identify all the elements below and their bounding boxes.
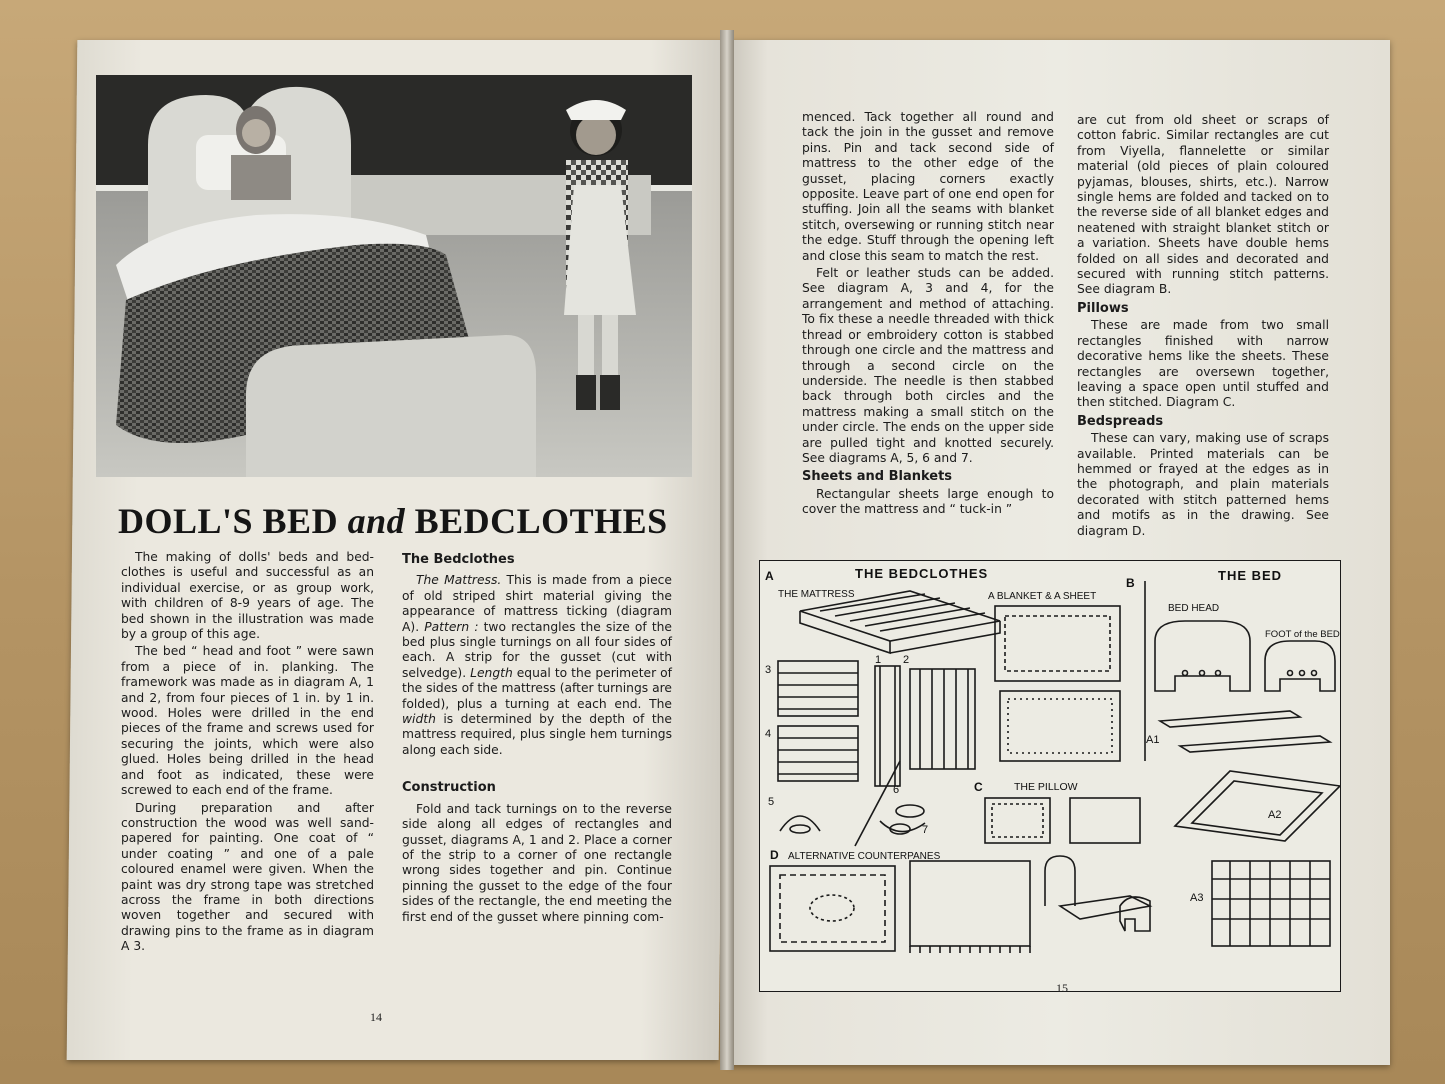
paragraph: The making of dolls' beds and bed-clothes is useful and successful as an individual exercise, or as group work, with children of 8-9 years of age. The bed shown in the illustration was made by a group of this age. [121,550,374,642]
text-span: two rectangles the size of the bed plus single turnings on all four sides of each. A strip for the gusset (cut with selvedge). [402,619,673,680]
page-title [118,500,678,542]
page-number-left: 14 [370,1010,382,1024]
paragraph: menced. Tack together all round and tack the join in the gusset and remove pins. Pin and tack second side of mattress to the other edge of the gusset, placing corners exactly opposite. Leave part of one end open for stuffing. Join all the seams with blanket stitch, oversewing or running stitch near the edge. Stuff through the opening left and close this seam to match the rest. [802,110,1054,263]
section-heading-bedclothes: The Bedclothes [402,552,515,567]
paragraph: are cut from old sheet or scraps of cotton fabric. Similar rectangles are cut from Viyella, flannelette or similar material (old pieces of plain coloured pyjamas, blouses, shirts, etc.). Narrow single hems are folded and tacked on to the reverse side of all blanket edges and neatened with straight blanket stitch or a variation. Sheets have double hems folded on all sides and decorated and secured with running stitch patterns. See diagram B. [1077,113,1329,297]
diagram-title-bed: THE BED [1218,568,1283,583]
length-italic: Length [470,665,513,680]
paragraph: During preparation and after construction the wood was well sand-papered for painting. One coat of “ under coating ” and one of a pale coloured enamel were given. When the paint was dry strong tape was stretched across the frame in both directions woven together and secured with drawing pins to the frame as in diagram A 3. [121,800,374,954]
right-column-1 [802,110,1054,520]
text-span: This is made from a piece of old striped shirt material giving the appearance of mattress ticking (diagram A). [402,573,672,634]
diagram-label-pillow: THE PILLOW [1014,781,1078,793]
diagram-num-4: 4 [765,728,772,740]
width-italic: width [402,712,436,727]
mattress-paragraph [402,573,672,758]
title-part-1: DOLL'S BED [118,501,348,541]
pattern-italic: Pattern : [424,619,479,634]
text-span: is determined by the depth of the mattress required, plus single hem turnings along each side. [402,712,672,757]
diagram-label-b: B [1126,576,1135,590]
diagram-label-a1: A1 [1146,734,1160,746]
book-spine [720,30,734,1070]
text-span: equal to the perimeter of the sides of the mattress (after turnings are folded), plus a turning at each end. The [402,665,672,711]
diagram-title-bedclothes: THE BEDCLOTHES [855,566,989,581]
title-part-3: BEDCLOTHES [405,501,668,541]
paragraph: These are made from two small rectangles finished with narrow decorative hems like the sheets. These rectangles are oversewn together, leaving a space open until stuffed and then stitched. Diagram C. [1077,318,1329,410]
left-column-1 [121,550,374,957]
paragraph: Felt or leather studs can be added. See diagram A, 3 and 4, for the arrangement and method of attaching. To fix these a needle threaded with thick thread or embroidery cotton is stabbed through one circle and the mattress and through a second circle on the underside. The needle is then stabbed back through both circles and the mattress making a small stitch on the under circle. The ends on the upper side are pulled tight and knotted securely. See diagrams A, 5, 6 and 7. [802,266,1054,465]
paragraph: These can vary, making use of scraps available. Printed materials can be hemmed or frayed at the edges as in the photograph, and plain materials decorated with stitch patterned hems and motifs as in the drawing. See diagram D. [1077,431,1329,538]
diagram-label-c: C [974,780,983,794]
page-number-right: 15 [1056,981,1068,995]
diagram-num-5: 5 [768,796,775,808]
dolls-bed-photograph [96,75,692,477]
diagram-num-1: 1 [875,654,882,666]
right-column-2 [1077,113,1329,541]
diagram-label-d: D [770,848,779,862]
construction-paragraph: Fold and tack turnings on to the reverse side along all edges of rectangles and gusset, diagrams A, 1 and 2. Place a corner of the strip to a corner of one rectangle wrong sides together and pin. Continue pinning the gusset to the edge of the four sides of the rectangle, the end meeting the first end of the gusset where pinning com- [402,801,672,924]
title-part-2: and [347,501,406,541]
diagram-num-3: 3 [765,664,772,676]
diagram-label-a3: A3 [1190,892,1204,904]
section-heading-pillows: Pillows [1077,300,1129,316]
paragraph: Rectangular sheets large enough to cover the mattress and “ tuck-in ” [802,486,1054,517]
diagram-label-a2: A2 [1268,809,1282,821]
mattress-lead: The Mattress. [416,573,502,588]
diagram-label-bed-head: BED HEAD [1168,603,1220,614]
diagram-label-mattress: THE MATTRESS [778,589,855,600]
diagram-label-a: A [765,569,774,583]
bedclothes-diagram [759,560,1341,992]
diagram-label-foot: FOOT of the BED [1265,629,1340,640]
diagram-num-6: 6 [893,784,900,796]
section-heading-construction: Construction [402,780,496,796]
section-heading-sheets: Sheets and Blankets [802,469,953,485]
diagram-num-7: 7 [922,824,929,836]
diagram-label-counterpanes: ALTERNATIVE COUNTERPANES [788,851,941,862]
left-column-2 [402,546,672,927]
paragraph: The bed “ head and foot ” were sawn from a piece of in. planking. The framework was made as in diagram A, 1 and 2, from four pieces of 1 in. by 1 in. wood. Holes were drilled in the end pieces of the frame and screws used for securing the joints, which were also glued. Holes being drilled in the head and foot as indicated, these were screwed to each end of the frame. [121,644,374,798]
diagram-label-blanket-sheet: A BLANKET & A SHEET [988,591,1097,602]
section-heading-bedspreads: Bedspreads [1077,413,1164,429]
diagram-num-2: 2 [903,654,910,666]
